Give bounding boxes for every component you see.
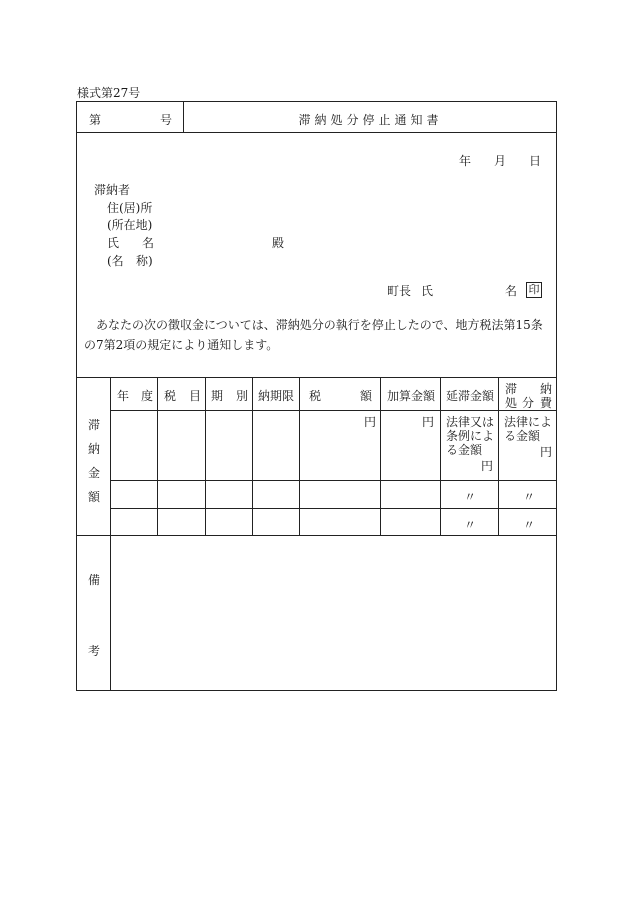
- notice-body-text: あなたの次の徴収金については、滞納処分の執行を停止したので、地方税法第15条の7第2項の規定により通知します。: [84, 318, 543, 352]
- honorific: 殿: [272, 236, 285, 250]
- document-number-prefix: 第: [89, 113, 102, 127]
- col-header-cost-line2-part3: 費: [540, 396, 553, 410]
- col-divider-2: [205, 377, 206, 535]
- col-header-fiscal-year-part1: 年: [117, 389, 130, 403]
- row1-additional-unit: 円: [422, 415, 435, 429]
- col-header-fiscal-year-part2: 度: [141, 389, 154, 403]
- col-header-cost-line2-part2: 分: [522, 396, 535, 410]
- header-divider: [76, 132, 557, 133]
- col-header-late-fee: 延滞金額: [445, 389, 494, 403]
- seal-mark: 印: [526, 282, 542, 298]
- name-label-part2: 名: [142, 236, 155, 250]
- document-title: 滞納処分停止通知書: [298, 113, 443, 127]
- row1-cost-unit: 円: [540, 445, 553, 459]
- issuer-title: 町長: [387, 284, 412, 298]
- row1-late-fee-unit: 円: [481, 459, 494, 473]
- section-label-char-4: 額: [87, 490, 100, 504]
- form-code: 様式第27号: [77, 86, 141, 100]
- remarks-label-part1: 備: [87, 573, 100, 587]
- table-row2-divider: [110, 508, 557, 509]
- section-label-char-2: 納: [87, 442, 100, 456]
- row1-late-fee-note-line2: 条例によ: [446, 429, 495, 443]
- corp-name-label-part2: 称): [136, 254, 153, 268]
- col-divider-4: [299, 377, 300, 535]
- row1-cost-note-line2: る金額: [504, 429, 541, 443]
- section-label-char-1: 滞: [87, 418, 100, 432]
- col-header-tax-amount-part1: 税: [309, 389, 322, 403]
- col-header-period-part2: 別: [236, 389, 249, 403]
- table-row1-divider: [110, 480, 557, 481]
- table-top-border: [76, 377, 557, 378]
- col-divider-3: [252, 377, 253, 535]
- row1-cost-note-line1: 法律によ: [504, 415, 553, 429]
- row1-tax-amount-unit: 円: [364, 415, 377, 429]
- date-month-label: 月: [493, 154, 506, 168]
- location-label: (所在地): [107, 218, 153, 232]
- col-header-additional-amount: 加算金額: [386, 389, 435, 403]
- col-header-due-date: 納期限: [257, 389, 294, 403]
- date-day-label: 日: [528, 154, 541, 168]
- col-header-tax-item-part2: 目: [189, 389, 202, 403]
- delinquent-taxpayer-label: 滞納者: [94, 183, 131, 197]
- issuer-name-label-part2: 名: [505, 284, 518, 298]
- row1-late-fee-note-line1: 法律又は: [446, 415, 495, 429]
- document-number-suffix: 号: [160, 113, 173, 127]
- date-year-label: 年: [459, 154, 472, 168]
- col-header-cost-line1-part1: 滞: [505, 382, 518, 396]
- col-header-tax-item-part1: 税: [164, 389, 177, 403]
- issue-date: [459, 152, 541, 169]
- col-header-period-part1: 期: [211, 389, 224, 403]
- row2-late-fee-ditto: 〃: [464, 490, 477, 504]
- col-divider-5: [380, 377, 381, 535]
- remarks-label-part2: 考: [87, 644, 100, 658]
- table-header-divider: [110, 410, 557, 411]
- col-divider-7: [498, 377, 499, 535]
- col-divider-1: [157, 377, 158, 535]
- corp-name-label-part1: (名: [107, 254, 124, 268]
- remarks-area: [111, 536, 556, 690]
- col-header-tax-amount-part2: 額: [360, 389, 373, 403]
- row2-cost-ditto: 〃: [523, 490, 536, 504]
- section-label-char-3: 金: [87, 466, 100, 480]
- row1-late-fee-note-line3: る金額: [446, 443, 483, 457]
- issuer-name-label-part1: 氏: [421, 284, 434, 298]
- residence-label: 住(居)所: [107, 201, 153, 215]
- col-header-cost-line1-part2: 納: [540, 382, 553, 396]
- col-header-cost-line2-part1: 処: [505, 396, 518, 410]
- name-label-part1: 氏: [107, 236, 120, 250]
- row3-cost-ditto: 〃: [523, 518, 536, 532]
- col-divider-6: [440, 377, 441, 535]
- row3-late-fee-ditto: 〃: [464, 518, 477, 532]
